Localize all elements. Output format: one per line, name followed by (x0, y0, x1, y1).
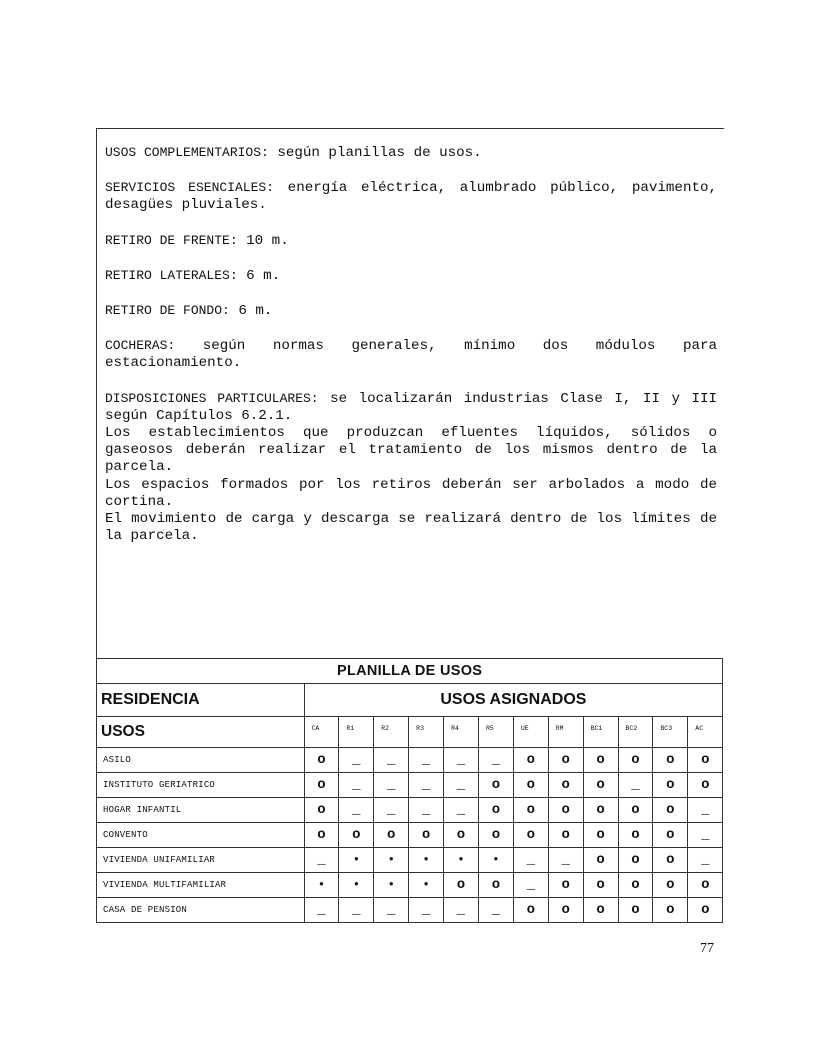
table-row (97, 873, 723, 898)
column-code: R2 (374, 717, 409, 748)
allowed-mark: o (618, 848, 653, 873)
conditional-mark: • (304, 873, 339, 898)
allowed-mark: o (618, 873, 653, 898)
allowed-mark: o (409, 823, 444, 848)
table-row (97, 848, 723, 873)
section-paragraph (105, 232, 717, 250)
not-allowed-mark: _ (304, 898, 339, 923)
column-code: AC (688, 717, 723, 748)
conditional-mark: • (409, 848, 444, 873)
not-allowed-mark: _ (444, 798, 479, 823)
not-allowed-mark: _ (513, 848, 548, 873)
allowed-mark: o (688, 873, 723, 898)
column-code: BC2 (618, 717, 653, 748)
not-allowed-mark: _ (409, 898, 444, 923)
row-name: VIVIENDA UNIFAMILIAR (97, 848, 304, 873)
not-allowed-mark: _ (374, 748, 409, 773)
not-allowed-mark: _ (548, 848, 583, 873)
allowed-mark: o (583, 898, 618, 923)
disposiciones-paragraph (105, 390, 717, 425)
not-allowed-mark: _ (688, 823, 723, 848)
allowed-mark: o (478, 823, 513, 848)
section-label: COCHERAS: (105, 338, 176, 354)
disposiciones-text: se localizarán industrias Clase I, II y III según Capítulos 6.2.1. (105, 390, 717, 424)
row-name: ASILO (97, 748, 304, 773)
disposiciones-line: El movimiento de carga y descarga se realizará dentro de los límites de la parcela. (105, 511, 717, 545)
column-code: BC1 (583, 717, 618, 748)
not-allowed-mark: _ (513, 873, 548, 898)
section-label: SERVICIOS ESENCIALES: (105, 180, 274, 196)
table-row (97, 898, 723, 923)
allowed-mark: o (478, 873, 513, 898)
column-code: R4 (444, 717, 479, 748)
allowed-mark: o (548, 773, 583, 798)
column-code: BC3 (653, 717, 688, 748)
row-name: HOGAR INFANTIL (97, 798, 304, 823)
allowed-mark: o (478, 773, 513, 798)
section-text: según normas generales, mínimo dos módulos para estacionamiento. (105, 338, 717, 372)
section-text: 10 m. (237, 232, 289, 249)
conditional-mark: • (478, 848, 513, 873)
page-number: 77 (700, 941, 714, 956)
allowed-mark: o (653, 898, 688, 923)
allowed-mark: o (653, 773, 688, 798)
disposiciones-label: DISPOSICIONES PARTICULARES: (105, 390, 319, 406)
row-name: INSTITUTO GERIATRICO (97, 773, 304, 798)
allowed-mark: o (583, 748, 618, 773)
allowed-mark: o (444, 823, 479, 848)
not-allowed-mark: _ (374, 798, 409, 823)
usos-table (97, 658, 723, 923)
disposiciones-line: Los espacios formados por los retiros deberán ser arbolados a modo de cortina. (105, 476, 717, 510)
allowed-mark: o (583, 798, 618, 823)
section-paragraph (105, 179, 717, 214)
section-text: según planillas de usos. (268, 145, 482, 161)
not-allowed-mark: _ (339, 773, 374, 798)
allowed-mark: o (583, 873, 618, 898)
allowed-mark: o (583, 823, 618, 848)
allowed-mark: o (653, 748, 688, 773)
column-code: UE (513, 717, 548, 748)
section-label: RETIRO DE FRENTE: (105, 232, 238, 248)
allowed-mark: o (618, 823, 653, 848)
allowed-mark: o (618, 748, 653, 773)
allowed-mark: o (548, 748, 583, 773)
allowed-mark: o (513, 773, 548, 798)
table-row (97, 748, 723, 773)
column-code: R1 (339, 717, 374, 748)
column-code: R5 (478, 717, 513, 748)
allowed-mark: o (688, 748, 723, 773)
conditional-mark: • (409, 873, 444, 898)
section-paragraph (105, 267, 717, 285)
not-allowed-mark: _ (444, 898, 479, 923)
not-allowed-mark: _ (478, 898, 513, 923)
allowed-mark: o (548, 823, 583, 848)
not-allowed-mark: _ (688, 798, 723, 823)
not-allowed-mark: _ (409, 773, 444, 798)
table-row (97, 798, 723, 823)
allowed-mark: o (618, 798, 653, 823)
allowed-mark: o (444, 873, 479, 898)
section-label: RETIRO LATERALES: (105, 267, 238, 283)
section-paragraph (105, 337, 717, 372)
row-name: VIVIENDA MULTIFAMILIAR (97, 873, 304, 898)
not-allowed-mark: _ (374, 773, 409, 798)
allowed-mark: o (653, 823, 688, 848)
allowed-mark: o (548, 798, 583, 823)
conditional-mark: • (374, 848, 409, 873)
not-allowed-mark: _ (304, 848, 339, 873)
usos-asignados-header: USOS ASIGNADOS (304, 684, 723, 717)
allowed-mark: o (304, 798, 339, 823)
table-row (97, 823, 723, 848)
column-code: RM (548, 717, 583, 748)
usos-label: USOS (97, 717, 304, 748)
allowed-mark: o (653, 798, 688, 823)
not-allowed-mark: _ (409, 748, 444, 773)
section-text: energía eléctrica, alumbrado público, pavimento, desagües pluviales. (105, 180, 718, 214)
allowed-mark: o (583, 848, 618, 873)
conditional-mark: • (339, 848, 374, 873)
allowed-mark: o (304, 773, 339, 798)
section-list (105, 144, 717, 373)
allowed-mark: o (374, 823, 409, 848)
conditional-mark: • (339, 873, 374, 898)
allowed-mark: o (304, 748, 339, 773)
section-text: 6 m. (237, 267, 281, 284)
allowed-mark: o (513, 798, 548, 823)
section-paragraph (105, 144, 717, 162)
not-allowed-mark: _ (339, 898, 374, 923)
allowed-mark: o (618, 898, 653, 923)
allowed-mark: o (304, 823, 339, 848)
section-text: 6 m. (229, 303, 273, 320)
not-allowed-mark: _ (688, 848, 723, 873)
section-paragraph (105, 302, 717, 320)
allowed-mark: o (653, 848, 688, 873)
not-allowed-mark: _ (618, 773, 653, 798)
section-label: RETIRO DE FONDO: (105, 303, 230, 319)
row-name: CASA DE PENSION (97, 898, 304, 923)
not-allowed-mark: _ (444, 773, 479, 798)
not-allowed-mark: _ (339, 748, 374, 773)
residencia-header: RESIDENCIA (97, 684, 304, 717)
allowed-mark: o (513, 823, 548, 848)
not-allowed-mark: _ (444, 748, 479, 773)
allowed-mark: o (688, 773, 723, 798)
allowed-mark: o (583, 773, 618, 798)
allowed-mark: o (513, 898, 548, 923)
disposiciones-line: Los establecimientos que produzcan efluentes líquidos, sólidos o gaseosos deberán realizar el tratamiento de los mismos dentro de la parcela. (105, 425, 717, 476)
conditional-mark: • (374, 873, 409, 898)
not-allowed-mark: _ (478, 748, 513, 773)
document-frame (96, 128, 724, 923)
allowed-mark: o (688, 898, 723, 923)
not-allowed-mark: _ (374, 898, 409, 923)
text-block (105, 144, 717, 545)
allowed-mark: o (548, 873, 583, 898)
top-rule (97, 128, 724, 129)
conditional-mark: • (444, 848, 479, 873)
table-row (97, 773, 723, 798)
section-label: USOS COMPLEMENTARIOS: (105, 145, 269, 160)
allowed-mark: o (339, 823, 374, 848)
disposiciones-lines (105, 425, 717, 545)
not-allowed-mark: _ (339, 798, 374, 823)
not-allowed-mark: _ (409, 798, 444, 823)
planilla-title: PLANILLA DE USOS (97, 659, 723, 684)
allowed-mark: o (513, 748, 548, 773)
allowed-mark: o (653, 873, 688, 898)
allowed-mark: o (548, 898, 583, 923)
column-code: CA (304, 717, 339, 748)
column-code: R3 (409, 717, 444, 748)
row-name: CONVENTO (97, 823, 304, 848)
allowed-mark: o (478, 798, 513, 823)
